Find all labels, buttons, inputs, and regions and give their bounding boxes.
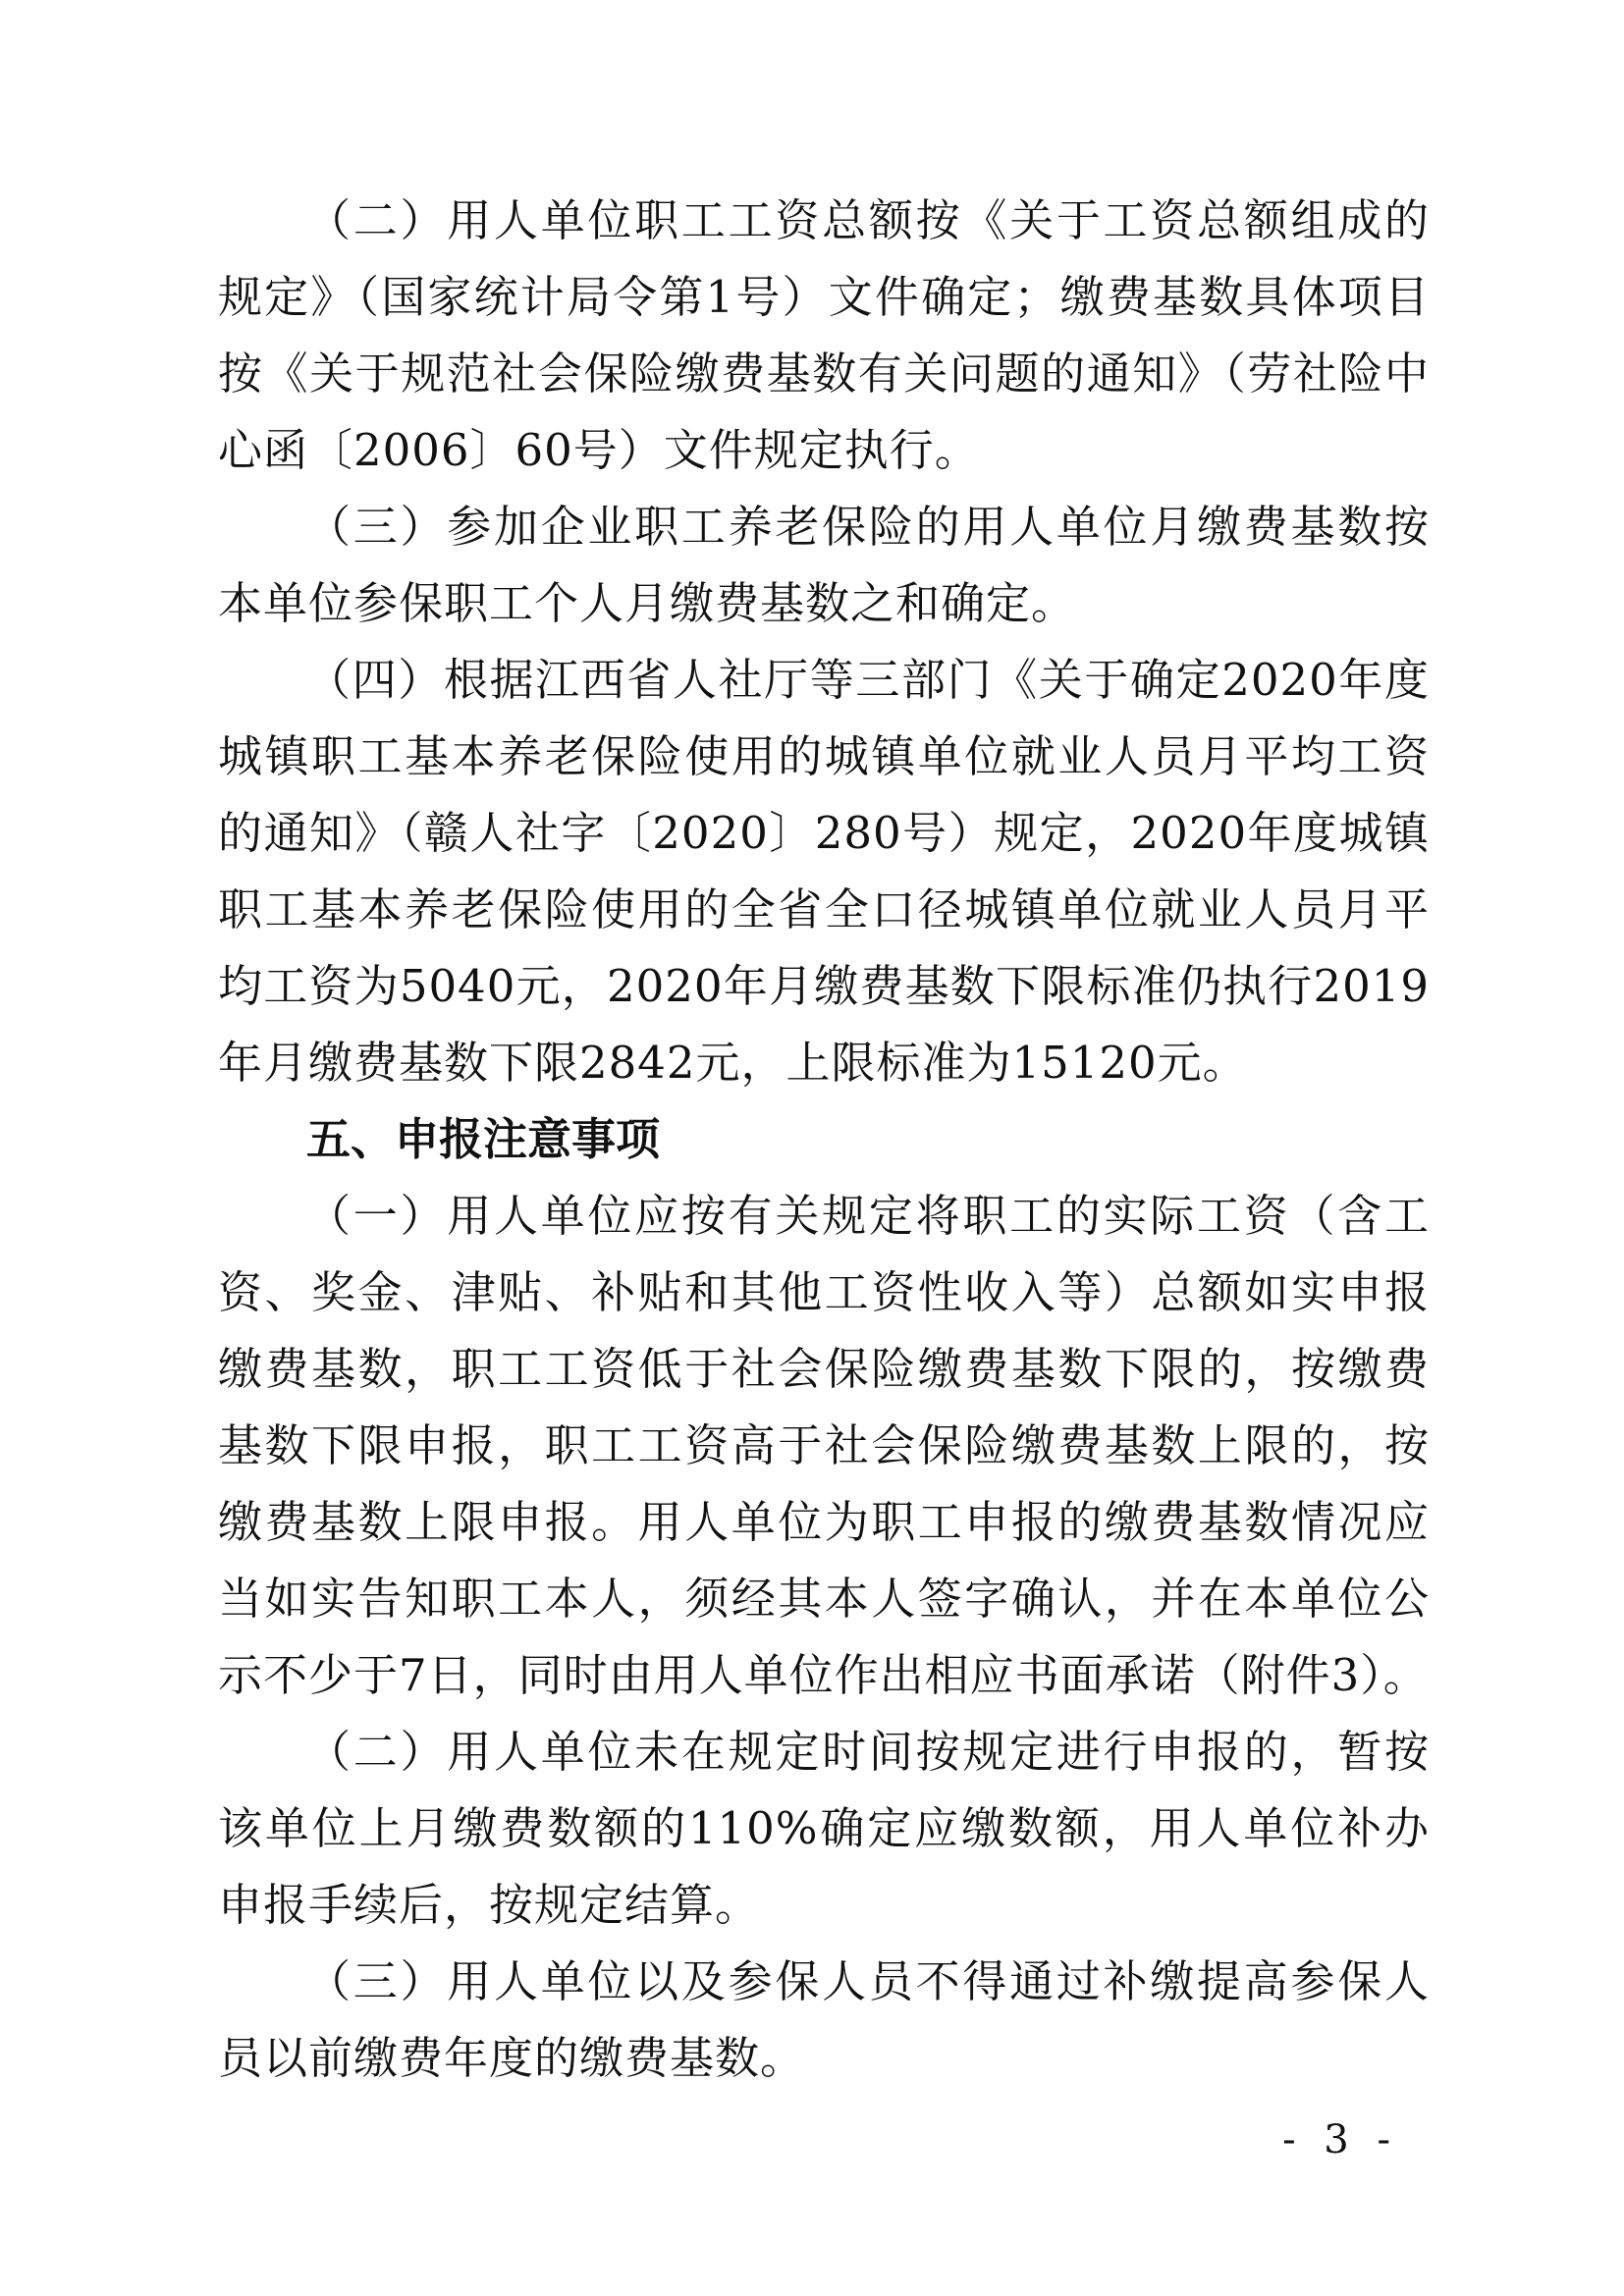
paragraph-no-retroactive-increase: （三）用人单位以及参保人员不得通过补缴提高参保人员以前缴费年度的缴费基数。: [218, 1955, 1430, 2084]
paragraph-late-declaration: （二）用人单位未在规定时间按规定进行申报的，暂按该单位上月缴费数额的110%确定应缴数额，用人单位补办申报手续后，按规定结算。: [218, 1726, 1430, 1931]
paragraph-declare-actual-wages: （一）用人单位应按有关规定将职工的实际工资（含工资、奖金、津贴、补贴和其他工资性收入等）总额如实申报缴费基数，职工工资低于社会保险缴费基数下限的，按缴费基数下限申报，职工工资高于社会保险缴费基数上限的，按缴费基数上限申报。用人单位为职工申报的缴费基数情况应当如实告知职工本人，须经其本人签字确认，并在本单位公示不少于7日，同时由用人单位作出相应书面承诺（附件3）。: [218, 1190, 1430, 1701]
page-number: - 3 -: [1282, 2117, 1398, 2163]
paragraph-base-limits: （四）根据江西省人社厅等三部门《关于确定2020年度城镇职工基本养老保险使用的城镇单位就业人员月平均工资的通知》（赣人社字〔2020〕280号）规定，2020年度城镇职工基本养老保险使用的全省全口径城镇单位就业人员月平均工资为5040元，2020年月缴费基数下限标准仍执行2019年月缴费基数下限2842元，上限标准为15120元。: [218, 654, 1430, 1089]
section-heading: 五、申报注意事项: [306, 1113, 661, 1165]
paragraph-wage-total-basis: （二）用人单位职工工资总额按《关于工资总额组成的规定》（国家统计局令第1号）文件确定；缴费基数具体项目按《关于规范社会保险缴费基数有关问题的通知》（劳社险中心函〔2006〕60号）文件规定执行。: [218, 194, 1430, 476]
paragraph-unit-monthly-base: （三）参加企业职工养老保险的用人单位月缴费基数按本单位参保职工个人月缴费基数之和确定。: [218, 501, 1430, 629]
